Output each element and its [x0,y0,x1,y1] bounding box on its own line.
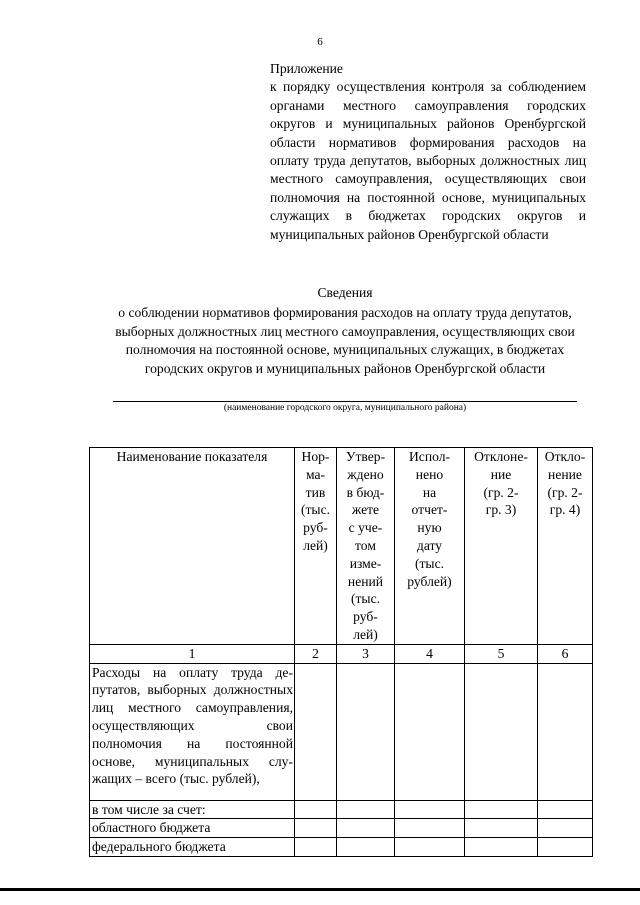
page-number: 6 [317,36,323,48]
table-cell [295,838,337,857]
column-number-row [90,644,593,663]
table-cell [337,819,395,838]
table-cell [395,800,465,819]
table-cell [395,819,465,838]
table-cell [337,663,395,800]
table-header-row [90,448,593,645]
appendix-text: к порядку осуществления контроля за соблюдением органами местного самоуправления городских округов и муниципальных районов Оренбургской области нормативов формирования расходов на оплату труда депутатов, выборных должностных лиц местного самоуправления, осуществляющих свои полномочия на постоянной основе, муниципальных служащих в бюджетах городских округов и муниципальных районов Оренбургской области [270,79,586,242]
scan-bottom-edge [0,888,640,891]
report-subtitle: о соблюдении нормативов формирования расходов на оплату труда депутатов, выборных должностных лиц местного самоуправления, осуществляющих свои полномочия на постоянной основе, муниципальных служащих, в бюджетах городских округов и муниципальных районов Оренбургской области [115,305,575,376]
municipality-name-line [113,401,577,402]
header-norm: Нор- ма- тив (тыс. руб- лей) [295,448,337,645]
table-cell [395,838,465,857]
table-cell [337,800,395,819]
row-label-federal: федерального бюджета [90,838,295,857]
report-title: Сведения [317,285,373,300]
municipality-name-caption: (наименование городского округа, муниципального района) [223,403,467,413]
appendix-title: Приложение [270,61,343,76]
header-executed: Испол- нено на отчет- ную дату (тыс. рублей) [395,448,465,645]
table-row-federal [90,838,593,857]
table-row-including [90,800,593,819]
table-cell [465,663,538,800]
row-label-regional: областного бюджета [90,819,295,838]
report-heading [100,284,590,378]
table-cell [538,800,593,819]
table-cell [465,819,538,838]
column-number: 6 [538,644,593,663]
row-label-total: Расходы на оплату труда депутатов, выборных должностных лиц местного самоуправления, осуществляющих свои полномочия на постоянной основе, муниципальных служащих – всего (тыс. рублей), [90,663,295,800]
table-cell [395,663,465,800]
table-cell [538,663,593,800]
table-cell [295,819,337,838]
table-cell [538,838,593,857]
row-label-including: в том числе за счет: [90,800,295,819]
table-row-regional [90,819,593,838]
table-cell [465,800,538,819]
column-number: 2 [295,644,337,663]
header-indicator-name: Наименование показателя [90,448,295,645]
table-cell [295,800,337,819]
report-table [89,447,593,857]
table-cell [295,663,337,800]
column-number: 4 [395,644,465,663]
table-cell [538,819,593,838]
header-approved: Утвер- ждено в бюд- жете с уче- том изме- нений (тыс. руб- лей) [337,448,395,645]
header-deviation-2-4: Откло- нение (гр. 2- гр. 4) [538,448,593,645]
table-cell [337,838,395,857]
appendix-block [270,60,586,244]
table-row-total [90,663,593,800]
header-deviation-2-3: Отклоне- ние (гр. 2- гр. 3) [465,448,538,645]
column-number: 1 [90,644,295,663]
column-number: 5 [465,644,538,663]
table-cell [465,838,538,857]
column-number: 3 [337,644,395,663]
